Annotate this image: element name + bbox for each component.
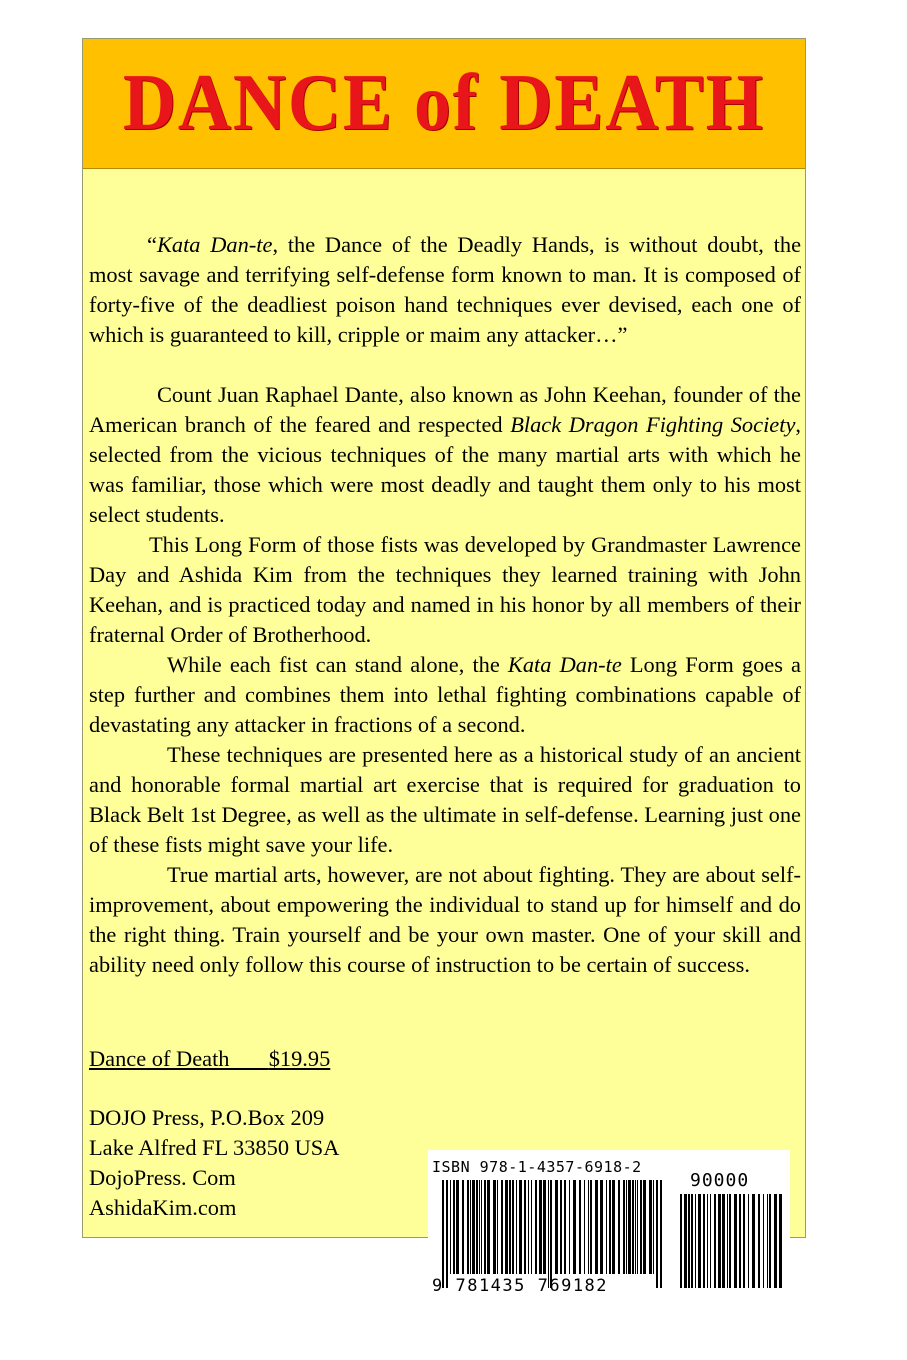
isbn-barcode <box>428 1150 790 1300</box>
barcode-bar <box>569 1180 570 1274</box>
barcode-bar <box>584 1180 585 1274</box>
barcode-bar <box>479 1180 480 1274</box>
paragraph-1 <box>89 230 801 350</box>
barcode-bar <box>446 1180 448 1288</box>
barcode-bar <box>703 1194 705 1288</box>
barcode-bar <box>769 1194 771 1288</box>
barcode-bar <box>729 1194 731 1288</box>
barcode-bar <box>450 1180 451 1274</box>
barcode-bar <box>484 1180 486 1274</box>
barcode-bar <box>516 1180 517 1274</box>
publisher-address <box>89 1103 339 1223</box>
barcode-bar <box>710 1194 711 1288</box>
barcode-bar <box>739 1194 741 1288</box>
barcode-bar <box>600 1180 603 1274</box>
barcode-bar <box>609 1180 611 1274</box>
barcode-bar <box>456 1180 459 1274</box>
paragraph-5 <box>89 740 801 860</box>
barcode-bar <box>758 1194 760 1288</box>
barcode-bar <box>564 1180 566 1274</box>
barcode-bar <box>649 1180 652 1274</box>
barcode-bar <box>493 1180 496 1274</box>
barcode-bar <box>623 1180 625 1274</box>
barcode-bar <box>442 1180 444 1288</box>
paragraph-4 <box>89 650 801 740</box>
barcode-bar <box>752 1194 755 1288</box>
title-band <box>83 39 805 169</box>
barcode-digits: 9 781435 769182 <box>432 1276 609 1296</box>
barcode-bar <box>548 1180 549 1288</box>
italic-phrase: Kata Dan-te <box>507 652 622 677</box>
barcode-bar <box>632 1180 634 1274</box>
barcode-bar <box>512 1180 514 1274</box>
barcode-bar <box>481 1180 482 1274</box>
barcode-bar <box>487 1180 490 1274</box>
barcode-bar <box>612 1180 615 1274</box>
barcode-bar <box>727 1194 728 1288</box>
barcode-bar <box>767 1194 768 1288</box>
barcode-bar <box>714 1194 716 1288</box>
barcode-bar <box>635 1180 636 1274</box>
barcode-bar <box>595 1180 598 1274</box>
price-code: 90000 <box>690 1170 750 1191</box>
price-book-title: Dance of Death <box>89 1046 230 1071</box>
barcode-bar <box>680 1194 682 1288</box>
barcode-bar <box>579 1180 581 1274</box>
barcode-bar <box>555 1180 558 1274</box>
barcode-bar <box>550 1180 552 1288</box>
text-run: , the Dance of the Deadly Hands, is without doubt, the most savage and terrifying self-defense form known to man. It is composed of forty-five of the deadliest poison hand techniques ever devised, each one of which is guaranteed to kill, cripple or maim any attacker…” <box>89 232 802 347</box>
text-run: Count Juan Raphael Dante, also known as John Keehan, founder of the American branch of the feared and respected <box>89 382 801 437</box>
text-run: Long Form goes a step further and combines them into lethal fighting combinations capable of devastating any attacker in fractions of a second. <box>89 652 801 737</box>
barcode-bar <box>472 1180 475 1274</box>
italic-phrase: Kata Dan-te <box>156 232 273 257</box>
barcode-bar <box>573 1180 576 1274</box>
text-run: While each fist can stand alone, the <box>167 652 508 677</box>
barcode-bar <box>618 1180 620 1274</box>
barcode-bar <box>707 1194 708 1288</box>
back-cover <box>82 38 806 1238</box>
barcode-bar <box>505 1180 508 1274</box>
barcode-bar <box>691 1194 693 1288</box>
barcode-bar <box>656 1180 658 1288</box>
barcode-bar <box>660 1180 662 1288</box>
address-line-3: DojoPress. Com <box>89 1165 236 1190</box>
barcode-bar <box>718 1194 721 1288</box>
text-run: True martial arts, however, are not about fighting. They are about self-improvement, about empowering the individual to stand up for himself and do the right thing. Train yourself and be your own master. One of your skill and ability need only follow this course of instruction to be certain of success. <box>89 862 801 977</box>
barcode-bar <box>539 1180 542 1274</box>
barcode-bar <box>779 1194 782 1288</box>
barcode-bar <box>698 1194 701 1288</box>
address-line-2: Lake Alfred FL 33850 USA <box>89 1135 340 1160</box>
paragraph-6 <box>89 860 801 980</box>
price-amount: $19.95 <box>268 1046 331 1071</box>
barcode-bar <box>640 1180 642 1274</box>
barcode-bar <box>497 1180 498 1274</box>
price-line <box>89 1044 330 1074</box>
barcode-bar <box>531 1180 532 1274</box>
barcode-bar <box>695 1194 696 1288</box>
barcode-bar <box>476 1180 478 1274</box>
text-run: This Long Form of those fists was developed by Grandmaster Lawrence Day and Ashida Kim from the techniques they learned training with John Keehan, and is practiced today and named in his honor by all members of their fraternal Order of Brotherhood. <box>89 532 801 647</box>
barcode-bar <box>684 1194 687 1288</box>
barcode-bar <box>763 1194 764 1288</box>
barcode-bar <box>470 1180 471 1274</box>
barcode-bar <box>535 1180 537 1274</box>
text-run: These techniques are presented here as a historical study of an ancient and honorable formal martial art exercise that is required for graduation to Black Belt 1st Degree, as well as the ultimate in self-defense. Learning just one of these fists might save your life. <box>89 742 801 857</box>
address-line-1: DOJO Press, P.O.Box 209 <box>89 1105 325 1130</box>
isbn-label: ISBN 978-1-4357-6918-2 <box>432 1158 642 1176</box>
barcode-bar <box>643 1180 646 1274</box>
blurb <box>89 200 801 980</box>
barcode-bar <box>743 1194 745 1288</box>
barcode-bar <box>528 1180 529 1274</box>
barcode-bar <box>626 1180 627 1274</box>
barcode-bar <box>524 1180 526 1274</box>
barcode-bar <box>628 1180 631 1274</box>
paragraph-3 <box>89 530 801 650</box>
barcode-bar <box>590 1180 592 1274</box>
barcode-bar <box>734 1194 737 1288</box>
book-title: DANCE of DEATH <box>123 59 765 147</box>
barcode-bar <box>543 1180 546 1274</box>
address-line-4: AshidaKim.com <box>89 1195 237 1220</box>
barcode-bar <box>462 1180 464 1274</box>
barcode-bar <box>560 1180 562 1274</box>
barcode-bar <box>519 1180 522 1274</box>
barcode-bar <box>588 1180 589 1274</box>
barcode-bar <box>653 1180 654 1274</box>
text-run: “ <box>147 232 157 257</box>
barcode-bar <box>688 1194 690 1288</box>
barcode-bar <box>509 1180 511 1274</box>
italic-phrase: Black Dragon Fighting Society <box>510 412 796 437</box>
barcode-bar <box>774 1194 777 1288</box>
paragraph-2 <box>89 380 801 530</box>
barcode-bar <box>637 1180 638 1274</box>
text-run: , selected from the vicious techniques of the many martial arts with which he was familiar, those which were most deadly and taught them only to his most select students. <box>89 412 801 527</box>
barcode-bar <box>501 1180 503 1274</box>
barcode-bar <box>748 1194 749 1288</box>
barcode-bar <box>606 1180 607 1274</box>
barcode-bar <box>453 1180 455 1274</box>
barcode-bar <box>722 1194 725 1288</box>
barcode-bar <box>467 1180 469 1274</box>
